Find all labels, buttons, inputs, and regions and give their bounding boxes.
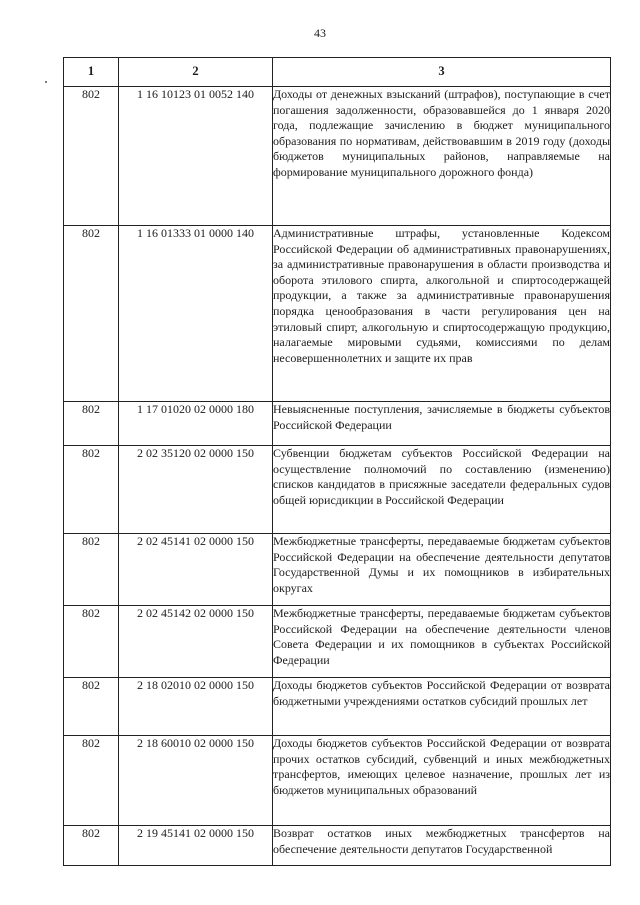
scan-speck (45, 81, 47, 83)
description-cell: Субвенции бюджетам субъектов Российской Федерации на осуществление полномочий по составлению (изменению) списков кандидатов в присяжные заседатели федеральных судов общей юрисдикции в Российской Федерации (273, 446, 611, 534)
income-codes-table (63, 57, 611, 866)
description-cell: Доходы бюджетов субъектов Российской Федерации от возврата прочих остатков субсидий, субвенций и иных межбюджетных трансфертов, имеющих целевое назначение, прошлых лет из бюджетов муниципальных образований (273, 736, 611, 826)
budget-code-cell: 1 17 01020 02 0000 180 (119, 402, 273, 446)
description-cell: Административные штрафы, установленные Кодексом Российской Федерации об административных правонарушениях, за административные правонарушения в области производства и оборота этилового спирта, алкогольной и спиртосодержащей продукции, а также за административные правонарушения порядка ценообразования в части регулирования цен на этиловый спирт, алкогольную и спиртосодержащую продукцию, налагаемые мировыми судьями, комиссиями по делам несовершеннолетних и защите их прав (273, 226, 611, 402)
admin-code-cell: 802 (64, 826, 119, 866)
admin-code-cell: 802 (64, 534, 119, 606)
description-cell: Доходы от денежных взысканий (штрафов), поступающие в счет погашения задолженности, образовавшейся до 1 января 2020 года, подлежащие зачислению в бюджет муниципального образования по нормативам, действовавшим в 2019 году (доходы бюджетов муниципальных районов, направляемые на формирование муниципального дорожного фонда) (273, 87, 611, 226)
table-row (64, 87, 611, 226)
column-header-1: 1 (64, 58, 119, 87)
budget-code-cell: 2 02 45142 02 0000 150 (119, 606, 273, 678)
column-header-3: 3 (273, 58, 611, 87)
budget-code-cell: 2 18 60010 02 0000 150 (119, 736, 273, 826)
budget-code-cell: 2 18 02010 02 0000 150 (119, 678, 273, 736)
budget-code-cell: 2 02 35120 02 0000 150 (119, 446, 273, 534)
budget-code-cell: 1 16 01333 01 0000 140 (119, 226, 273, 402)
page-number: 43 (314, 26, 326, 40)
admin-code-cell: 802 (64, 446, 119, 534)
description-cell: Доходы бюджетов субъектов Российской Федерации от возврата бюджетными учреждениями остатков субсидий прошлых лет (273, 678, 611, 736)
table-row (64, 402, 611, 446)
table-row (64, 678, 611, 736)
table-row (64, 736, 611, 826)
description-cell: Возврат остатков иных межбюджетных трансфертов на обеспечение деятельности депутатов Государственной (273, 826, 611, 866)
budget-code-cell: 2 02 45141 02 0000 150 (119, 534, 273, 606)
table-header-row (64, 58, 611, 87)
table-row (64, 606, 611, 678)
admin-code-cell: 802 (64, 606, 119, 678)
admin-code-cell: 802 (64, 678, 119, 736)
admin-code-cell: 802 (64, 87, 119, 226)
admin-code-cell: 802 (64, 402, 119, 446)
admin-code-cell: 802 (64, 736, 119, 826)
column-header-2: 2 (119, 58, 273, 87)
description-cell: Невыясненные поступления, зачисляемые в бюджеты субъектов Российской Федерации (273, 402, 611, 446)
table-row (64, 226, 611, 402)
budget-code-cell: 1 16 10123 01 0052 140 (119, 87, 273, 226)
admin-code-cell: 802 (64, 226, 119, 402)
description-cell: Межбюджетные трансферты, передаваемые бюджетам субъектов Российской Федерации на обеспечение деятельности членов Совета Федерации и их помощников в субъектах Российской Федерации (273, 606, 611, 678)
budget-code-cell: 2 19 45141 02 0000 150 (119, 826, 273, 866)
description-cell: Межбюджетные трансферты, передаваемые бюджетам субъектов Российской Федерации на обеспечение деятельности депутатов Государственной Думы и их помощников в избирательных округах (273, 534, 611, 606)
table-row (64, 826, 611, 866)
table-row (64, 446, 611, 534)
table-row (64, 534, 611, 606)
